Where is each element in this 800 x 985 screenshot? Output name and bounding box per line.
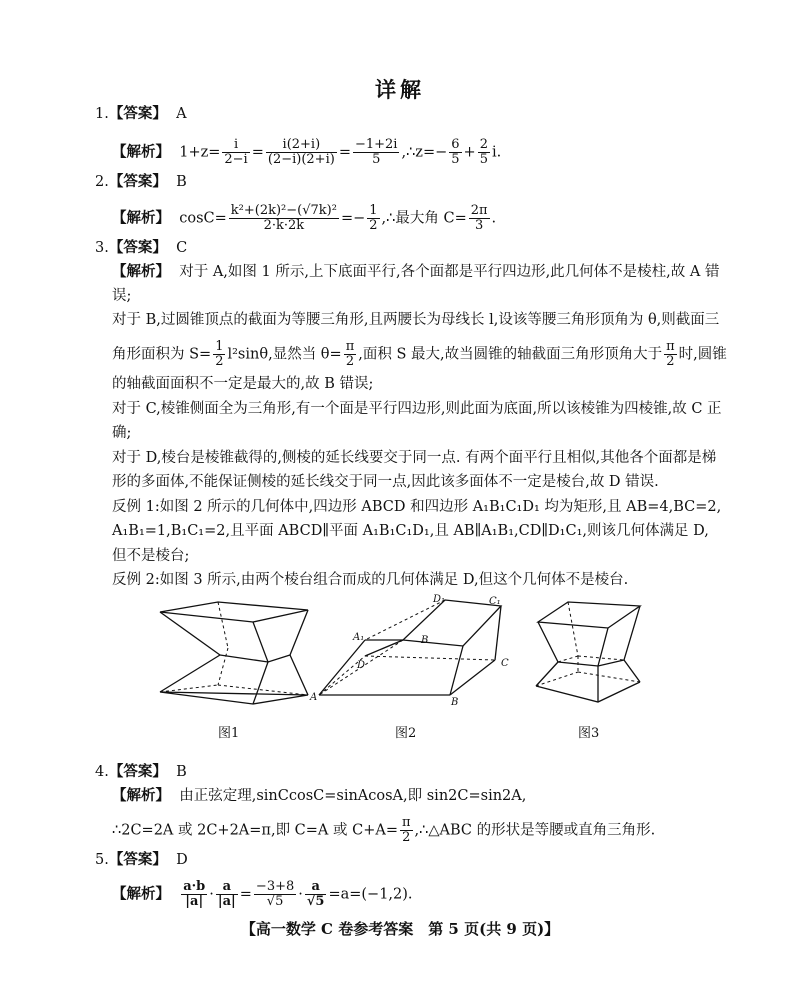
q3-line-12: 但不是棱台; [112,548,190,564]
q2-end: . [491,210,497,227]
q5-frac1: $\frac{a\cdot b}{|a|}$ [183,879,206,909]
q4-text-2b: ,∴△ABC 的形状是等腰或直角三角形. [414,822,656,839]
q1-analysis-line: 【解析】 1+z= $\frac{i}{2-i}$ = $\frac{i(2+i)}{(2-i)(2+i)}$ = $\frac{-1+2i}{5}$ ,∴z=− $\frac{6}{5}$ + $\frac{2}{5}$ i. [112,137,502,167]
q5-analysis-line: 【解析】 $\frac{a\cdot b}{|a|}$ · $\frac{a}{|a|}$ = $\frac{-3+8}{√5}$ · $\frac{a}{√5}$ =a=(−1,2). [112,879,413,909]
q2-number: 2. [95,174,109,190]
q4-line-1 [112,786,526,806]
q3-text-4a: 角形面积为 S= [112,346,212,363]
figure-3-frustums [528,600,648,710]
q1-plus: + [463,144,476,161]
q1-end: i. [491,144,502,161]
figure-1-caption: 图1 [218,726,240,741]
q2-text: ,∴最大角 C= [381,210,467,227]
page-title: 详解 [375,77,425,102]
q3-line-5: 的轴截面面积不一定是最大的,故 B 错误; [112,376,374,392]
fig2-label-C1: C₁ [489,596,501,607]
analysis-label: 【解析】 [112,787,170,804]
answer-label: 【答案】 [108,173,167,190]
q1-number: 1. [95,106,109,122]
q4-text-1: 由正弦定理,sinCcosC=sinAcosA,即 sin2C=sin2A, [179,788,527,804]
q4-number: 4. [95,764,109,780]
fig2-label-B: B [451,697,459,708]
q2-frac2: $\frac{1}{2}$ [369,203,378,233]
q5-frac4: $\frac{a}{√5}$ [306,879,325,909]
q3-frac-half: $\frac{1}{2}$ [215,339,224,369]
q3-text-4c: ,面积 S 最大,故当圆锥的轴截面三角形顶角大于 [358,346,663,363]
q4-answer-line [95,762,187,782]
fig1-top-face [160,602,308,622]
q5-answer: D [176,852,188,868]
q5-frac3: $\frac{-3+8}{√5}$ [255,879,295,909]
fig3-top-face [538,602,640,628]
fig2-label-C: C [501,658,509,669]
analysis-label: 【解析】 [112,143,170,161]
q3-line-10: 反例 1:如图 2 所示的几何体中,四边形 ABCD 和四边形 A₁B₁C₁D₁ 均为矩形,且 AB=4,BC=2, [112,499,722,515]
q2-lhs: cosC= [179,210,227,227]
q1-frac2: $\frac{i(2+i)}{(2-i)(2+i)}$ [267,137,335,167]
q1-frac1: $\frac{i}{2-i}$ [224,137,248,167]
figure-2-caption: 图2 [395,726,417,741]
q1-answer-line [95,104,187,124]
q1-frac3: $\frac{-1+2i}{5}$ [354,137,398,167]
fig2-label-B1: B [421,635,429,646]
analysis-label: 【解析】 [112,209,170,227]
analysis-label: 【解析】 [112,885,170,903]
q3-frac-pi2-a: $\frac{\pi}{2}$ [345,339,355,369]
q1-mid: ,∴z=− [401,144,448,161]
q1-answer: A [176,106,187,122]
q5-eq: = [239,886,252,903]
q3-line-11: A₁B₁=1,B₁C₁=2,且平面 ABCD∥平面 A₁B₁C₁D₁,且 AB∥A₁B₁,CD∥D₁C₁,则该几何体满足 D, [112,523,709,539]
q2-answer: B [176,174,187,190]
figure-1-prism [158,600,318,710]
q3-number: 3. [95,240,109,256]
q3-line-13: 反例 2:如图 3 所示,由两个棱台组合而成的几何体满足 D,但这个几何体不是棱台. [112,572,629,588]
q2-analysis-line [112,204,496,233]
q5-frac2: $\frac{a}{|a|}$ [217,879,236,909]
answer-label: 【答案】 [108,239,167,256]
q3-frac-pi2-b: $\frac{\pi}{2}$ [666,339,675,369]
q5-answer-line [95,850,188,870]
q3-line-4 [112,340,727,369]
q3-line-7: 确; [112,425,132,441]
q2-frac3: $\frac{2\pi}{3}$ [470,203,488,233]
analysis-label: 【解析】 [112,263,170,280]
q5-number: 5. [95,852,109,868]
q3-line-8: 对于 D,棱台是棱锥截得的,侧棱的延长线要交于同一点. 有两个面平行且相似,其他各个面都是梯 [112,450,717,466]
page-footer: 【高一数学 C 卷参考答案 第 5 页(共 9 页)】 [240,920,560,938]
q5-end: =a=(−1,2). [328,886,413,903]
q2-answer-line [95,172,187,192]
answer-label: 【答案】 [108,105,167,122]
q1-frac5: $\frac{2}{5}$ [479,137,488,167]
q3-line-3: 对于 B,过圆锥顶点的截面为等腰三角形,且两腰长为母线长 l,设该等腰三角形顶角为 θ,则截面三 [112,312,720,328]
q1-lhs: 1+z= [179,144,221,161]
q2-frac1: $\frac{\text{k²+(2k)²−(√7k)²}}{2\cdot k\cdot 2k}$ [230,203,337,233]
fig2-label-A1: A₁ [353,632,365,643]
q3-line-6: 对于 C,棱锥侧面全为三角形,有一个面是平行四边形,则此面为底面,所以该棱锥为四棱锥,故 C 正 [112,401,722,417]
q3-line-2: 误; [112,288,132,304]
q3-answer: C [176,240,188,256]
fig2-label-D: D [357,660,366,671]
q2-mid: =− [340,210,366,227]
answer-label: 【答案】 [108,763,167,780]
q3-line-9: 形的多面体,不能保证侧棱的延长线交于同一点,因此该多面体不一定是棱台,故 D 错误. [112,474,659,490]
q4-frac-pi2: $\frac{\pi}{2}$ [401,815,411,845]
q3-text-4b: l²sinθ,显然当 θ= [227,346,342,363]
q4-text-2a: ∴2C=2A 或 2C+2A=π,即 C=A 或 C+A= [112,822,398,839]
answer-label: 【答案】 [108,851,167,868]
q4-answer: B [176,764,187,780]
fig2-top-face [403,600,501,646]
fig2-label-D1: D₁ [433,594,446,605]
q3-text-1: 对于 A,如图 1 所示,上下底面平行,各个面都是平行四边形,此几何体不是棱柱,故 A 错 [179,264,720,280]
q3-text-4d: 时,圆锥 [678,346,727,363]
q3-line-1 [112,262,719,282]
q1-frac4: $\frac{6}{5}$ [451,137,460,167]
q5-dot: · [209,886,214,903]
q3-answer-line [95,238,187,258]
fig2-label-A: A [310,692,318,703]
q4-line-2 [112,816,655,845]
figure-2-solid [305,588,525,713]
figure-3-caption: 图3 [578,726,600,741]
